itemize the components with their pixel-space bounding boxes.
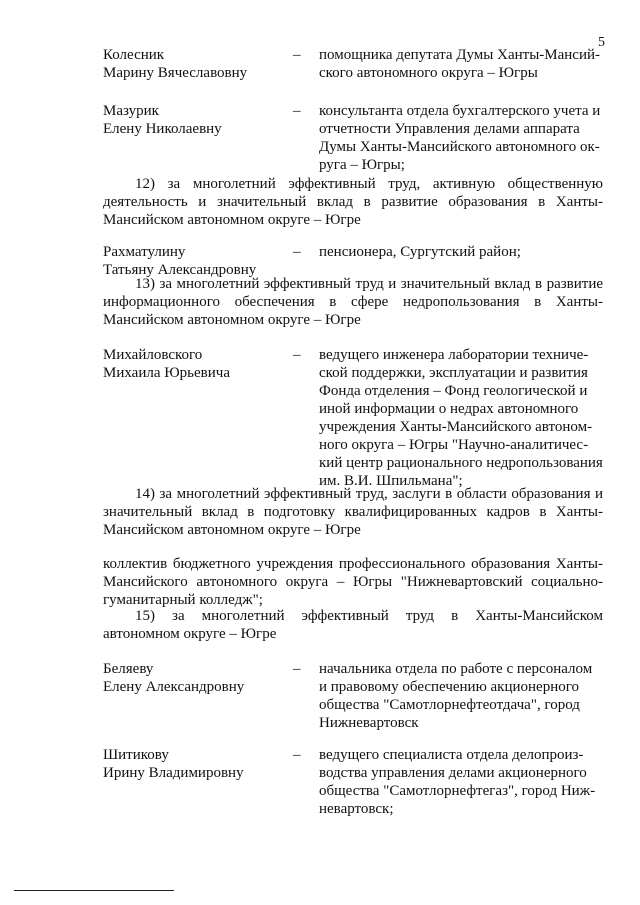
- recipient-position: [319, 46, 603, 82]
- award-category-15: 15) за многолетний эффективный труд в Ханты-Мансийском автономном округе – Югре: [103, 608, 603, 642]
- page-number: 5: [598, 35, 605, 50]
- dash-separator: –: [293, 103, 301, 119]
- recipient-position: [319, 243, 603, 261]
- position-line: консультанта отдела бухгалтерского учета и: [319, 103, 601, 119]
- dash-separator: –: [293, 347, 301, 363]
- recipient-position: [319, 346, 603, 490]
- recipient-position: [319, 746, 603, 818]
- position-line: водства управления делами акционерного: [319, 765, 587, 781]
- position-line: и правовому обеспечению акционерного: [319, 679, 580, 695]
- position-line: кий центр рационального недропользования: [319, 455, 603, 471]
- position-line: ской поддержки, эксплуатации и развития: [319, 365, 588, 381]
- position-line: Нижневартовск: [319, 715, 419, 731]
- recipient-name: [103, 102, 293, 138]
- recipient-given-names: Елену Николаевну: [103, 121, 222, 137]
- position-line: ного округа – Югры "Научно-аналитичес-: [319, 437, 589, 453]
- position-line: пенсионера, Сургутский район;: [319, 244, 521, 260]
- position-line: учреждения Ханты-Мансийского автоном-: [319, 419, 593, 435]
- recipient-given-names: Татьяну Александровну: [103, 262, 257, 278]
- dash-separator: –: [293, 244, 301, 260]
- position-line: начальника отдела по работе с персоналом: [319, 661, 593, 677]
- position-line: им. В.И. Шпильмана";: [319, 473, 463, 489]
- award-category-13: 13) за многолетний эффективный труд и значительный вклад в развитие информационного обеспечения в сфере недропользования в Ханты-Мансийском автономном округе – Югре: [103, 276, 603, 328]
- recipient-surname: Рахматулину: [103, 244, 186, 260]
- position-line: Думы Ханты-Мансийского автономного ок-: [319, 139, 600, 155]
- dash-separator: –: [293, 747, 301, 763]
- recipient-surname: Михайловского: [103, 347, 203, 363]
- position-line: руга – Югры;: [319, 157, 405, 173]
- dash-separator: –: [293, 661, 301, 677]
- recipient-name: [103, 746, 293, 782]
- award-category-14: 14) за многолетний эффективный труд, заслуги в области образования и значительный вклад в подготовку квалифицированных кадров в Ханты-Мансийском автономном округе – Югре: [103, 486, 603, 538]
- recipient-name: [103, 346, 293, 382]
- recipient-given-names: Михаила Юрьевича: [103, 365, 230, 381]
- recipient-surname: Шитикову: [103, 747, 169, 763]
- dash-separator: –: [293, 47, 301, 63]
- position-line: общества "Самотлорнефтегаз", город Ниж-: [319, 783, 596, 799]
- position-line: невартовск;: [319, 801, 394, 817]
- recipient-surname: Мазурик: [103, 103, 159, 119]
- position-line: общества "Самотлорнефтеотдача", город: [319, 697, 580, 713]
- position-line: отчетности Управления делами аппарата: [319, 121, 580, 137]
- recipient-surname: Беляеву: [103, 661, 154, 677]
- award-collective: коллектив бюджетного учреждения профессионального образования Ханты-Мансийского автономного округа – Югры "Нижневартовский социально-гуманитарный колледж";: [103, 556, 603, 608]
- position-line: Фонда отделения – Фонд геологической и: [319, 383, 588, 399]
- award-category-12: 12) за многолетний эффективный труд, активную общественную деятельность и значительный вклад в развитие образования в Ханты-Мансийском автономном округе – Югре: [103, 176, 603, 228]
- position-line: ского автономного округа – Югры: [319, 65, 538, 81]
- position-line: иной информации о недрах автономного: [319, 401, 579, 417]
- recipient-name: [103, 243, 293, 279]
- recipient-given-names: Марину Вячеславовну: [103, 65, 248, 81]
- recipient-name: [103, 660, 293, 696]
- position-line: ведущего инженера лаборатории техниче-: [319, 347, 589, 363]
- recipient-given-names: Ирину Владимировну: [103, 765, 244, 781]
- footer-divider: [14, 890, 174, 891]
- recipient-surname: Колесник: [103, 47, 165, 63]
- recipient-position: [319, 660, 603, 732]
- recipient-given-names: Елену Александровну: [103, 679, 245, 695]
- recipient-position: [319, 102, 603, 174]
- position-line: помощника депутата Думы Ханты-Мансий-: [319, 47, 601, 63]
- position-line: ведущего специалиста отдела делопроиз-: [319, 747, 584, 763]
- recipient-name: [103, 46, 293, 82]
